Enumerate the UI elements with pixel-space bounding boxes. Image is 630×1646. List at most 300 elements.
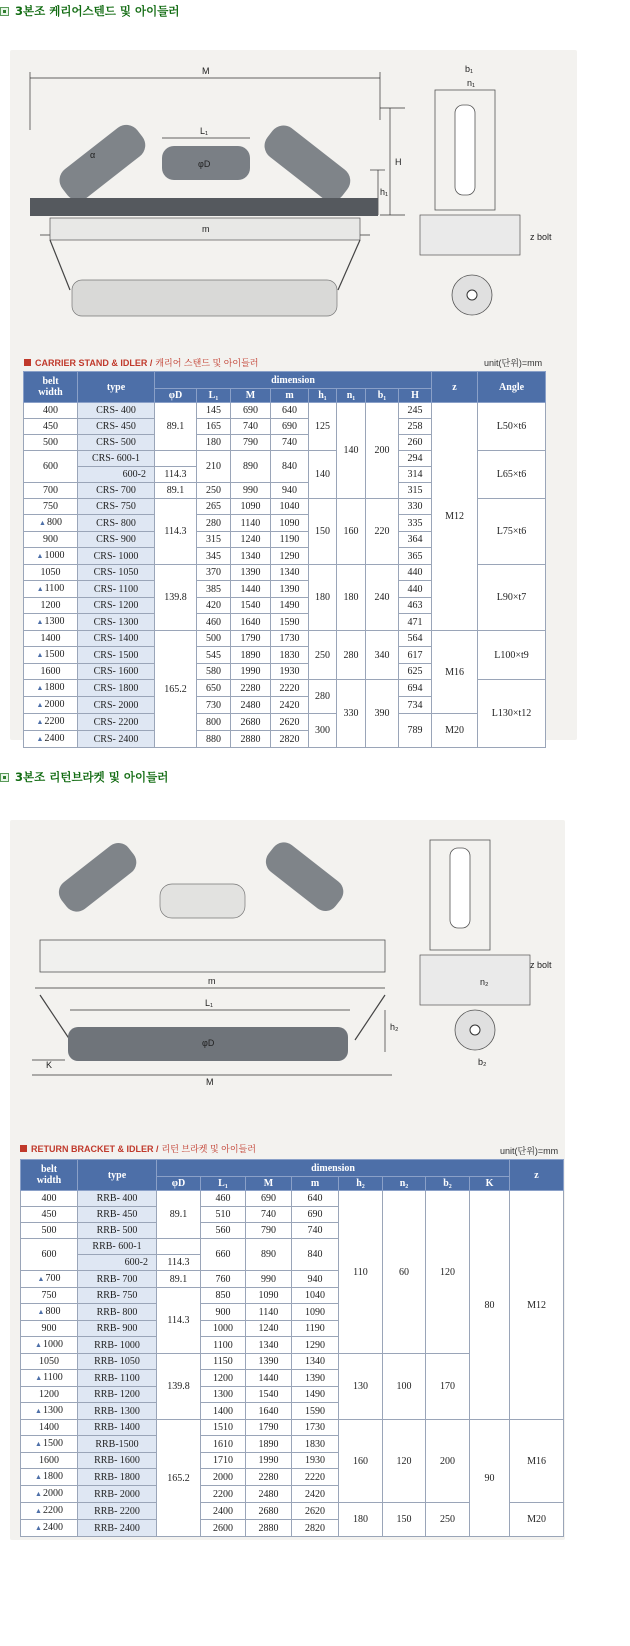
H-cell: 617 (399, 647, 432, 664)
M-cell: 1890 (231, 647, 271, 664)
type-cell: CRS- 700 (78, 483, 155, 499)
belt-width-value: 750 (43, 501, 58, 512)
L1-cell: 1000 (201, 1321, 246, 1337)
m-cell: 940 (292, 1271, 339, 1288)
belt-width-value: 450 (43, 421, 58, 432)
type-cell: CRS- 1800 (78, 680, 155, 697)
type-cell: CRS- 2200 (78, 714, 155, 731)
H-cell: 440 (399, 565, 432, 581)
header-K: K (470, 1177, 510, 1191)
L1-cell: 250 (197, 483, 231, 499)
M-cell: 2480 (231, 697, 271, 714)
belt-width-value: 400 (43, 405, 58, 416)
belt-width-cell (21, 1520, 78, 1537)
belt-width-cell (24, 647, 78, 664)
label-m: m (208, 976, 216, 986)
L1-cell: 165 (197, 419, 231, 435)
triangle-icon: ▲ (35, 1440, 42, 1448)
triangle-icon: ▲ (35, 1374, 43, 1382)
type-cell: RRB- 450 (78, 1207, 157, 1223)
section-1-header (0, 2, 179, 20)
label-zbolt: z bolt (530, 960, 552, 970)
z-cell: M20 (510, 1503, 564, 1537)
label-angle: α (90, 150, 96, 160)
M-cell: 1340 (246, 1337, 292, 1354)
belt-width-cell (24, 731, 78, 748)
b1-cell: 200 (366, 403, 399, 499)
table-2-unit: unit(단위)=mm (500, 1146, 559, 1156)
b1-cell: 220 (366, 499, 399, 565)
L1-cell: 1300 (201, 1387, 246, 1403)
M-cell: 1990 (246, 1453, 292, 1469)
H-cell: 315 (399, 483, 432, 499)
L1-cell: 1710 (201, 1453, 246, 1469)
belt-width-value: 750 (41, 1290, 57, 1301)
L1-cell: 2600 (201, 1520, 246, 1537)
type-cell: RRB- 900 (78, 1321, 157, 1337)
m-cell: 1340 (292, 1354, 339, 1370)
M-cell: 2880 (246, 1520, 292, 1537)
m-cell: 1040 (271, 499, 309, 515)
b2-cell: 120 (426, 1191, 470, 1354)
m-cell: 640 (292, 1191, 339, 1207)
header-L1: L₁ (197, 389, 231, 403)
square-icon (20, 1145, 27, 1152)
n1-cell: 160 (337, 499, 366, 565)
m-cell: 690 (292, 1207, 339, 1223)
K-cell: 90 (470, 1420, 510, 1537)
D-cell: 139.8 (155, 565, 197, 631)
triangle-icon: ▲ (36, 618, 44, 626)
n2-cell: 120 (383, 1420, 426, 1503)
m-cell: 2420 (292, 1486, 339, 1503)
H-cell: 625 (399, 664, 432, 680)
belt-width-cell (21, 1321, 78, 1337)
belt-width-value: 1100 (44, 583, 65, 594)
m-cell: 2420 (271, 697, 309, 714)
H-cell: 365 (399, 548, 432, 565)
L1-cell: 1400 (201, 1403, 246, 1420)
b1-cell: 240 (366, 565, 399, 631)
L1-cell: 1150 (201, 1354, 246, 1370)
belt-width-value: 1600 (40, 666, 61, 677)
header-b2: b₂ (426, 1177, 470, 1191)
m-cell: 1930 (271, 664, 309, 680)
triangle-icon: ▲ (37, 1275, 45, 1283)
belt-width-cell: 600 (24, 451, 78, 483)
type-cell: CRS- 1600 (78, 664, 155, 680)
m-cell: 1490 (271, 598, 309, 614)
label-n2: n₂ (480, 977, 489, 987)
belt-width-value: 1050 (40, 567, 61, 578)
H-cell: 294 (399, 451, 432, 467)
belt-width-cell (24, 515, 78, 532)
belt-width-cell (24, 403, 78, 419)
type-cell: CRS- 800 (78, 515, 155, 532)
header-belt-width: belt width (21, 1160, 78, 1191)
L1-cell: 580 (197, 664, 231, 680)
header-H: H (399, 389, 432, 403)
header-z: z (432, 372, 478, 403)
belt-width-cell (24, 680, 78, 697)
label-h2: h₂ (390, 1022, 399, 1032)
b2-cell: 250 (426, 1503, 470, 1537)
belt-width-cell (21, 1370, 78, 1387)
belt-width-value: 1300 (44, 616, 65, 627)
m-cell: 1590 (292, 1403, 339, 1420)
M-cell: 2480 (246, 1486, 292, 1503)
M-cell: 1890 (246, 1436, 292, 1453)
D-cell: 114.3 (157, 1255, 201, 1271)
L1-cell: 660 (201, 1239, 246, 1271)
belt-width-cell (24, 419, 78, 435)
m-cell: 840 (292, 1239, 339, 1271)
D-cell: 165.2 (157, 1420, 201, 1537)
header-D: φD (157, 1177, 201, 1191)
M-cell: 1390 (231, 565, 271, 581)
M-cell: 1990 (231, 664, 271, 680)
m-cell: 1090 (292, 1304, 339, 1321)
D-cell: 139.8 (157, 1354, 201, 1420)
L1-cell: 2200 (201, 1486, 246, 1503)
m-cell: 640 (271, 403, 309, 419)
belt-width-value: 900 (43, 534, 58, 545)
type-cell: CRS- 2000 (78, 697, 155, 714)
angle-cell: L65×t6 (478, 451, 546, 499)
triangle-icon: ▲ (36, 651, 44, 659)
belt-width-cell (24, 714, 78, 731)
type-cell: RRB- 1300 (78, 1403, 157, 1420)
carrier-stand-drawing (10, 50, 577, 350)
label-m: m (202, 224, 210, 234)
D-cell: 89.1 (157, 1271, 201, 1288)
M-cell: 790 (231, 435, 271, 451)
L1-cell: 760 (201, 1271, 246, 1288)
L1-cell: 265 (197, 499, 231, 515)
belt-width-cell (24, 614, 78, 631)
L1-cell: 850 (201, 1288, 246, 1304)
L1-cell: 315 (197, 532, 231, 548)
type-cell: RRB- 500 (78, 1223, 157, 1239)
M-cell: 1540 (246, 1387, 292, 1403)
M-cell: 2280 (246, 1469, 292, 1486)
n2-cell: 60 (383, 1191, 426, 1354)
h1-cell: 150 (309, 499, 337, 565)
m-cell: 2220 (292, 1469, 339, 1486)
K-cell: 80 (470, 1191, 510, 1420)
triangle-icon: ▲ (39, 519, 46, 527)
type-cell: RRB- 1050 (78, 1354, 157, 1370)
table-row (24, 714, 546, 731)
belt-width-cell (21, 1453, 78, 1469)
n2-cell: 150 (383, 1503, 426, 1537)
belt-width-cell (21, 1304, 78, 1321)
triangle-icon: ▲ (35, 1490, 42, 1498)
type-cell: CRS- 2400 (78, 731, 155, 748)
n1-cell: 140 (337, 403, 366, 499)
m-cell: 1040 (292, 1288, 339, 1304)
H-cell: 471 (399, 614, 432, 631)
M-cell: 990 (231, 483, 271, 499)
belt-width-cell (24, 483, 78, 499)
h1-cell: 300 (309, 714, 337, 748)
label-L1: L₁ (205, 998, 214, 1008)
H-cell: 258 (399, 419, 432, 435)
L1-cell: 460 (197, 614, 231, 631)
belt-width-cell (21, 1503, 78, 1520)
type-cell: CRS- 1300 (78, 614, 155, 631)
m-cell: 1830 (271, 647, 309, 664)
L1-cell: 370 (197, 565, 231, 581)
m-cell: 1930 (292, 1453, 339, 1469)
H-cell: 330 (399, 499, 432, 515)
label-M: M (206, 1077, 214, 1087)
table-1-title (24, 356, 258, 369)
belt-width-value: 2200 (44, 716, 65, 727)
triangle-icon: ▲ (35, 1507, 42, 1515)
m-cell: 2220 (271, 680, 309, 697)
m-cell: 690 (271, 419, 309, 435)
H-cell: 335 (399, 515, 432, 532)
table-2-title-en: RETURN BRACKET & IDLER / (31, 1143, 159, 1154)
H-cell: 694 (399, 680, 432, 697)
triangle-icon: ▲ (36, 718, 44, 726)
L1-cell: 1100 (201, 1337, 246, 1354)
M-cell: 1640 (246, 1403, 292, 1420)
L1-cell: 1510 (201, 1420, 246, 1436)
m-cell: 1190 (292, 1321, 339, 1337)
D-cell: 114.3 (155, 499, 197, 565)
z-cell: M16 (432, 631, 478, 714)
belt-width-value: 900 (41, 1323, 57, 1334)
M-cell: 1790 (231, 631, 271, 647)
type-cell: RRB- 1100 (78, 1370, 157, 1387)
belt-width-value: 2000 (42, 1488, 63, 1499)
h2-cell: 180 (339, 1503, 383, 1537)
header-h1: h₁ (309, 389, 337, 403)
L1-cell: 2000 (201, 1469, 246, 1486)
L1-cell: 800 (197, 714, 231, 731)
table-row (21, 1191, 564, 1207)
belt-width-cell (21, 1403, 78, 1420)
h1-cell: 125 (309, 403, 337, 451)
D-cell: 89.1 (155, 403, 197, 451)
table-1-title-kor: 캐리어 스탠드 및 아이들러 (155, 358, 259, 368)
header-belt-width: belt width (24, 372, 78, 403)
header-dimension: dimension (157, 1160, 510, 1177)
type-cell: RRB- 1600 (78, 1453, 157, 1469)
belt-width-cell (21, 1271, 78, 1288)
belt-width-value: 1000 (44, 550, 65, 561)
H-cell: 260 (399, 435, 432, 451)
triangle-icon: ▲ (35, 1407, 42, 1415)
label-D: φD (202, 1038, 215, 1048)
belt-width-cell (21, 1223, 78, 1239)
triangle-icon: ▲ (35, 1473, 42, 1481)
belt-width-value: 2400 (42, 1522, 63, 1533)
belt-width-value: 2200 (42, 1505, 63, 1516)
H-cell: 564 (399, 631, 432, 647)
z-cell: M12 (432, 403, 478, 631)
label-D: φD (198, 159, 211, 169)
section-2-header (0, 768, 168, 786)
belt-width-value: 1400 (40, 633, 61, 644)
type-cell: RRB- 400 (78, 1191, 157, 1207)
belt-width-value: 500 (43, 437, 58, 448)
type-cell: 600-2 (78, 467, 155, 483)
type-cell: RRB- 1400 (78, 1420, 157, 1436)
triangle-icon: ▲ (36, 684, 44, 692)
type-cell: CRS- 500 (78, 435, 155, 451)
belt-width-value: 700 (43, 485, 58, 496)
label-M: M (202, 66, 210, 76)
type-cell: RRB- 1000 (78, 1337, 157, 1354)
belt-width-value: 400 (41, 1193, 57, 1204)
belt-width-cell (24, 435, 78, 451)
L1-cell: 2400 (201, 1503, 246, 1520)
L1-cell: 180 (197, 435, 231, 451)
angle-cell: L130×t12 (478, 680, 546, 748)
belt-width-cell (21, 1207, 78, 1223)
belt-width-cell (21, 1486, 78, 1503)
M-cell: 690 (231, 403, 271, 419)
m-cell: 1190 (271, 532, 309, 548)
m-cell: 1590 (271, 614, 309, 631)
L1-cell: 650 (197, 680, 231, 697)
M-cell: 1340 (231, 548, 271, 565)
M-cell: 1440 (231, 581, 271, 598)
type-cell: RRB- 2000 (78, 1486, 157, 1503)
m-cell: 740 (292, 1223, 339, 1239)
type-cell: CRS- 900 (78, 532, 155, 548)
type-cell: CRS- 600-1 (78, 451, 155, 467)
z-cell: M16 (510, 1420, 564, 1503)
H-cell: 440 (399, 581, 432, 598)
belt-width-value: 800 (45, 1306, 61, 1317)
belt-width-cell (24, 664, 78, 680)
belt-width-value: 1500 (42, 1438, 63, 1449)
M-cell: 1790 (246, 1420, 292, 1436)
bullet-icon (0, 7, 9, 16)
angle-cell: L100×t9 (478, 631, 546, 680)
header-M: M (246, 1177, 292, 1191)
belt-width-cell (24, 697, 78, 714)
belt-width-value: 1800 (44, 682, 65, 693)
n1-cell: 180 (337, 565, 366, 631)
m-cell: 1290 (271, 548, 309, 565)
b2-cell: 170 (426, 1354, 470, 1420)
section-2-title: 3본조 리턴브라켓 및 아이들러 (15, 770, 169, 784)
type-cell: 600-2 (78, 1255, 157, 1271)
type-cell: CRS- 1100 (78, 581, 155, 598)
table-2-title (20, 1142, 256, 1155)
triangle-icon: ▲ (35, 1341, 42, 1349)
H-cell: 463 (399, 598, 432, 614)
H-cell: 734 (399, 697, 432, 714)
type-cell: CRS- 1000 (78, 548, 155, 565)
table-1-unit: unit(단위)=mm (484, 358, 543, 368)
m-cell: 2620 (271, 714, 309, 731)
belt-width-value: 1200 (40, 600, 61, 611)
type-cell: CRS- 1050 (78, 565, 155, 581)
m-cell: 1390 (271, 581, 309, 598)
L1-cell: 385 (197, 581, 231, 598)
type-cell: RRB-1500 (78, 1436, 157, 1453)
label-L1: L₁ (200, 126, 209, 136)
n1-cell: 280 (337, 631, 366, 680)
M-cell: 1090 (231, 499, 271, 515)
M-cell: 2680 (246, 1503, 292, 1520)
bullet-icon (0, 773, 9, 782)
M-cell: 1240 (246, 1321, 292, 1337)
header-D: φD (155, 389, 197, 403)
m-cell: 740 (271, 435, 309, 451)
table-row (21, 1420, 564, 1436)
type-cell: CRS- 1200 (78, 598, 155, 614)
z-cell: M20 (432, 714, 478, 748)
belt-width-cell (24, 565, 78, 581)
M-cell: 2680 (231, 714, 271, 731)
L1-cell: 510 (201, 1207, 246, 1223)
belt-width-value: 2400 (44, 733, 65, 744)
header-b1: b₁ (366, 389, 399, 403)
L1-cell: 420 (197, 598, 231, 614)
header-type: type (78, 1160, 157, 1191)
m-cell: 2820 (271, 731, 309, 748)
M-cell: 1240 (231, 532, 271, 548)
label-zbolt: z bolt (530, 232, 552, 242)
header-L1: L₁ (201, 1177, 246, 1191)
h1-cell: 280 (309, 680, 337, 714)
header-dimension: dimension (155, 372, 432, 389)
triangle-icon: ▲ (36, 701, 44, 709)
return-bracket-table (20, 1159, 564, 1537)
b2-cell: 200 (426, 1420, 470, 1503)
belt-width-value: 1500 (44, 649, 65, 660)
D-cell: 89.1 (155, 483, 197, 499)
header-n1: n₁ (337, 389, 366, 403)
m-cell: 1730 (271, 631, 309, 647)
type-cell: RRB- 700 (78, 1271, 157, 1288)
h1-cell: 180 (309, 565, 337, 631)
belt-width-value: 1400 (39, 1422, 59, 1433)
angle-cell: L90×t7 (478, 565, 546, 631)
table-row (24, 631, 546, 647)
h2-cell: 130 (339, 1354, 383, 1420)
H-cell: 789 (399, 714, 432, 748)
M-cell: 1140 (246, 1304, 292, 1321)
label-H: H (395, 157, 402, 167)
b1-cell: 340 (366, 631, 399, 680)
M-cell: 2880 (231, 731, 271, 748)
table-1-title-en: CARRIER STAND & IDLER / (35, 357, 153, 368)
belt-width-value: 800 (46, 517, 62, 528)
belt-width-value: 450 (41, 1209, 57, 1220)
triangle-icon: ▲ (36, 552, 44, 560)
D-cell (155, 451, 197, 467)
carrier-stand-table (23, 371, 546, 748)
H-cell: 245 (399, 403, 432, 419)
type-cell: CRS- 400 (78, 403, 155, 419)
type-cell: CRS- 750 (78, 499, 155, 515)
L1-cell: 280 (197, 515, 231, 532)
angle-cell: L75×t6 (478, 499, 546, 565)
belt-width-cell (21, 1469, 78, 1486)
header-angle: Angle (478, 372, 546, 403)
D-cell: 114.3 (157, 1288, 201, 1354)
triangle-icon: ▲ (35, 1524, 42, 1532)
type-cell: CRS- 1500 (78, 647, 155, 664)
